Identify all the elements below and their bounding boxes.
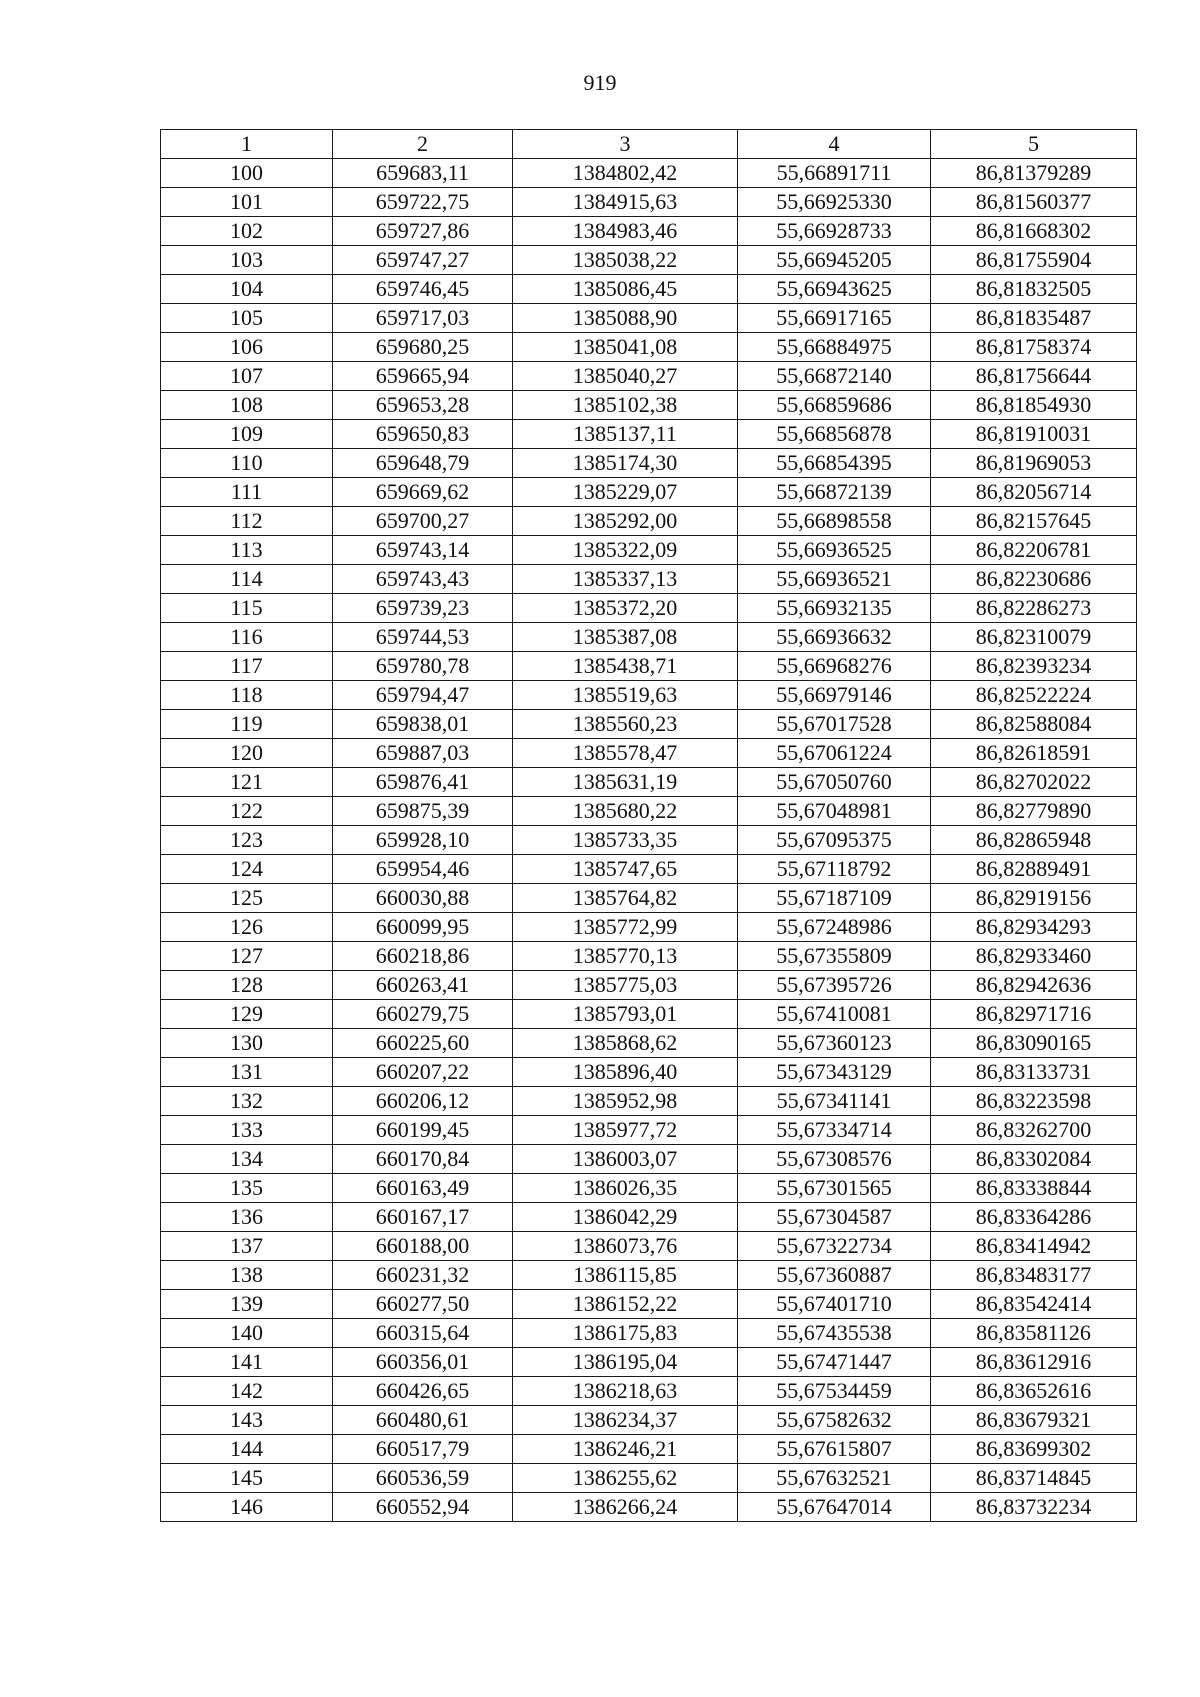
y-coordinate-cell: 1386115,85: [513, 1261, 738, 1290]
longitude-cell: 86,83542414: [931, 1290, 1137, 1319]
point-number-cell: 128: [161, 971, 333, 1000]
y-coordinate-cell: 1385292,00: [513, 507, 738, 536]
latitude-cell: 55,67061224: [738, 739, 931, 768]
y-coordinate-cell: 1385137,11: [513, 420, 738, 449]
latitude-cell: 55,66859686: [738, 391, 931, 420]
table-row: [161, 1261, 1137, 1290]
y-coordinate-cell: 1385747,65: [513, 855, 738, 884]
x-coordinate-cell: 660163,49: [333, 1174, 513, 1203]
latitude-cell: 55,67401710: [738, 1290, 931, 1319]
x-coordinate-cell: 660188,00: [333, 1232, 513, 1261]
x-coordinate-cell: 660207,22: [333, 1058, 513, 1087]
point-number-cell: 105: [161, 304, 333, 333]
x-coordinate-cell: 659722,75: [333, 188, 513, 217]
y-coordinate-cell: 1384802,42: [513, 159, 738, 188]
point-number-cell: 138: [161, 1261, 333, 1290]
y-coordinate-cell: 1386266,24: [513, 1493, 738, 1522]
longitude-cell: 86,82702022: [931, 768, 1137, 797]
y-coordinate-cell: 1384983,46: [513, 217, 738, 246]
latitude-cell: 55,66925330: [738, 188, 931, 217]
longitude-cell: 86,83581126: [931, 1319, 1137, 1348]
table-row: [161, 391, 1137, 420]
point-number-cell: 124: [161, 855, 333, 884]
x-coordinate-cell: 659887,03: [333, 739, 513, 768]
point-number-cell: 106: [161, 333, 333, 362]
x-coordinate-cell: 660199,45: [333, 1116, 513, 1145]
latitude-cell: 55,66872139: [738, 478, 931, 507]
latitude-cell: 55,67534459: [738, 1377, 931, 1406]
y-coordinate-cell: 1385952,98: [513, 1087, 738, 1116]
longitude-cell: 86,81756644: [931, 362, 1137, 391]
table-row: [161, 826, 1137, 855]
point-number-cell: 137: [161, 1232, 333, 1261]
latitude-cell: 55,66854395: [738, 449, 931, 478]
latitude-cell: 55,66884975: [738, 333, 931, 362]
latitude-cell: 55,66945205: [738, 246, 931, 275]
longitude-cell: 86,82865948: [931, 826, 1137, 855]
x-coordinate-cell: 659875,39: [333, 797, 513, 826]
x-coordinate-cell: 660030,88: [333, 884, 513, 913]
latitude-cell: 55,67308576: [738, 1145, 931, 1174]
latitude-cell: 55,67395726: [738, 971, 931, 1000]
table-row: [161, 565, 1137, 594]
longitude-cell: 86,82971716: [931, 1000, 1137, 1029]
x-coordinate-cell: 659680,25: [333, 333, 513, 362]
latitude-cell: 55,66943625: [738, 275, 931, 304]
y-coordinate-cell: 1386234,37: [513, 1406, 738, 1435]
latitude-cell: 55,66856878: [738, 420, 931, 449]
column-header: 1: [161, 130, 333, 159]
y-coordinate-cell: 1386218,63: [513, 1377, 738, 1406]
table-row: [161, 1493, 1137, 1522]
point-number-cell: 100: [161, 159, 333, 188]
y-coordinate-cell: 1385086,45: [513, 275, 738, 304]
y-coordinate-cell: 1386195,04: [513, 1348, 738, 1377]
point-number-cell: 143: [161, 1406, 333, 1435]
point-number-cell: 101: [161, 188, 333, 217]
y-coordinate-cell: 1385519,63: [513, 681, 738, 710]
x-coordinate-cell: 660517,79: [333, 1435, 513, 1464]
longitude-cell: 86,82230686: [931, 565, 1137, 594]
x-coordinate-cell: 659739,23: [333, 594, 513, 623]
point-number-cell: 107: [161, 362, 333, 391]
table-row: [161, 710, 1137, 739]
table-row: [161, 1435, 1137, 1464]
table-row: [161, 1464, 1137, 1493]
longitude-cell: 86,83338844: [931, 1174, 1137, 1203]
point-number-cell: 146: [161, 1493, 333, 1522]
table-row: [161, 884, 1137, 913]
x-coordinate-cell: 659746,45: [333, 275, 513, 304]
y-coordinate-cell: 1385680,22: [513, 797, 738, 826]
x-coordinate-cell: 660426,65: [333, 1377, 513, 1406]
y-coordinate-cell: 1385560,23: [513, 710, 738, 739]
latitude-cell: 55,67632521: [738, 1464, 931, 1493]
latitude-cell: 55,67360887: [738, 1261, 931, 1290]
table-row: [161, 1319, 1137, 1348]
y-coordinate-cell: 1386073,76: [513, 1232, 738, 1261]
point-number-cell: 121: [161, 768, 333, 797]
x-coordinate-cell: 660356,01: [333, 1348, 513, 1377]
point-number-cell: 108: [161, 391, 333, 420]
point-number-cell: 145: [161, 1464, 333, 1493]
x-coordinate-cell: 659717,03: [333, 304, 513, 333]
point-number-cell: 126: [161, 913, 333, 942]
y-coordinate-cell: 1385770,13: [513, 942, 738, 971]
x-coordinate-cell: 659727,86: [333, 217, 513, 246]
y-coordinate-cell: 1385793,01: [513, 1000, 738, 1029]
point-number-cell: 139: [161, 1290, 333, 1319]
x-coordinate-cell: 660536,59: [333, 1464, 513, 1493]
longitude-cell: 86,81758374: [931, 333, 1137, 362]
table-body: [161, 130, 1137, 1522]
x-coordinate-cell: 659669,62: [333, 478, 513, 507]
y-coordinate-cell: 1386003,07: [513, 1145, 738, 1174]
table-row: [161, 362, 1137, 391]
y-coordinate-cell: 1385038,22: [513, 246, 738, 275]
point-number-cell: 136: [161, 1203, 333, 1232]
table-row: [161, 159, 1137, 188]
y-coordinate-cell: 1385764,82: [513, 884, 738, 913]
y-coordinate-cell: 1385088,90: [513, 304, 738, 333]
point-number-cell: 116: [161, 623, 333, 652]
point-number-cell: 114: [161, 565, 333, 594]
table-row: [161, 507, 1137, 536]
point-number-cell: 131: [161, 1058, 333, 1087]
longitude-cell: 86,81969053: [931, 449, 1137, 478]
longitude-cell: 86,83302084: [931, 1145, 1137, 1174]
point-number-cell: 144: [161, 1435, 333, 1464]
longitude-cell: 86,81668302: [931, 217, 1137, 246]
longitude-cell: 86,82618591: [931, 739, 1137, 768]
point-number-cell: 102: [161, 217, 333, 246]
latitude-cell: 55,67334714: [738, 1116, 931, 1145]
point-number-cell: 112: [161, 507, 333, 536]
y-coordinate-cell: 1385372,20: [513, 594, 738, 623]
point-number-cell: 111: [161, 478, 333, 507]
table-row: [161, 1116, 1137, 1145]
x-coordinate-cell: 660170,84: [333, 1145, 513, 1174]
x-coordinate-cell: 659876,41: [333, 768, 513, 797]
table-row: [161, 797, 1137, 826]
column-header: 2: [333, 130, 513, 159]
y-coordinate-cell: 1386175,83: [513, 1319, 738, 1348]
latitude-cell: 55,67322734: [738, 1232, 931, 1261]
longitude-cell: 86,81755904: [931, 246, 1137, 275]
table-row: [161, 1058, 1137, 1087]
x-coordinate-cell: 660279,75: [333, 1000, 513, 1029]
y-coordinate-cell: 1385896,40: [513, 1058, 738, 1087]
table-row: [161, 681, 1137, 710]
y-coordinate-cell: 1385868,62: [513, 1029, 738, 1058]
point-number-cell: 120: [161, 739, 333, 768]
point-number-cell: 110: [161, 449, 333, 478]
y-coordinate-cell: 1385322,09: [513, 536, 738, 565]
latitude-cell: 55,66979146: [738, 681, 931, 710]
x-coordinate-cell: 659794,47: [333, 681, 513, 710]
latitude-cell: 55,66891711: [738, 159, 931, 188]
x-coordinate-cell: 660263,41: [333, 971, 513, 1000]
y-coordinate-cell: 1385733,35: [513, 826, 738, 855]
longitude-cell: 86,82919156: [931, 884, 1137, 913]
point-number-cell: 103: [161, 246, 333, 275]
y-coordinate-cell: 1386152,22: [513, 1290, 738, 1319]
longitude-cell: 86,82934293: [931, 913, 1137, 942]
table-row: [161, 1406, 1137, 1435]
latitude-cell: 55,66936521: [738, 565, 931, 594]
x-coordinate-cell: 659743,14: [333, 536, 513, 565]
table-row: [161, 623, 1137, 652]
point-number-cell: 118: [161, 681, 333, 710]
point-number-cell: 135: [161, 1174, 333, 1203]
table-row: [161, 1232, 1137, 1261]
latitude-cell: 55,66872140: [738, 362, 931, 391]
page-number: 919: [583, 70, 617, 95]
table-row: [161, 1174, 1137, 1203]
longitude-cell: 86,82393234: [931, 652, 1137, 681]
y-coordinate-cell: 1386042,29: [513, 1203, 738, 1232]
latitude-cell: 55,66932135: [738, 594, 931, 623]
longitude-cell: 86,83652616: [931, 1377, 1137, 1406]
point-number-cell: 132: [161, 1087, 333, 1116]
x-coordinate-cell: 659683,11: [333, 159, 513, 188]
latitude-cell: 55,67471447: [738, 1348, 931, 1377]
y-coordinate-cell: 1386255,62: [513, 1464, 738, 1493]
coordinates-table: [160, 129, 1137, 1522]
longitude-cell: 86,83732234: [931, 1493, 1137, 1522]
longitude-cell: 86,83699302: [931, 1435, 1137, 1464]
y-coordinate-cell: 1385040,27: [513, 362, 738, 391]
y-coordinate-cell: 1384915,63: [513, 188, 738, 217]
point-number-cell: 125: [161, 884, 333, 913]
latitude-cell: 55,67341141: [738, 1087, 931, 1116]
y-coordinate-cell: 1385229,07: [513, 478, 738, 507]
x-coordinate-cell: 660552,94: [333, 1493, 513, 1522]
point-number-cell: 129: [161, 1000, 333, 1029]
y-coordinate-cell: 1386026,35: [513, 1174, 738, 1203]
latitude-cell: 55,67048981: [738, 797, 931, 826]
x-coordinate-cell: 660167,17: [333, 1203, 513, 1232]
longitude-cell: 86,83133731: [931, 1058, 1137, 1087]
longitude-cell: 86,83223598: [931, 1087, 1137, 1116]
longitude-cell: 86,83612916: [931, 1348, 1137, 1377]
latitude-cell: 55,67304587: [738, 1203, 931, 1232]
latitude-cell: 55,67248986: [738, 913, 931, 942]
longitude-cell: 86,82522224: [931, 681, 1137, 710]
table-row: [161, 217, 1137, 246]
latitude-cell: 55,66968276: [738, 652, 931, 681]
table-row: [161, 1145, 1137, 1174]
longitude-cell: 86,83679321: [931, 1406, 1137, 1435]
latitude-cell: 55,66917165: [738, 304, 931, 333]
point-number-cell: 119: [161, 710, 333, 739]
point-number-cell: 140: [161, 1319, 333, 1348]
latitude-cell: 55,67615807: [738, 1435, 931, 1464]
column-header: 5: [931, 130, 1137, 159]
y-coordinate-cell: 1385977,72: [513, 1116, 738, 1145]
x-coordinate-cell: 659928,10: [333, 826, 513, 855]
longitude-cell: 86,83090165: [931, 1029, 1137, 1058]
x-coordinate-cell: 659648,79: [333, 449, 513, 478]
longitude-cell: 86,82942636: [931, 971, 1137, 1000]
longitude-cell: 86,81379289: [931, 159, 1137, 188]
x-coordinate-cell: 659954,46: [333, 855, 513, 884]
point-number-cell: 130: [161, 1029, 333, 1058]
table-row: [161, 971, 1137, 1000]
table-row: [161, 246, 1137, 275]
longitude-cell: 86,81560377: [931, 188, 1137, 217]
x-coordinate-cell: 659780,78: [333, 652, 513, 681]
latitude-cell: 55,67355809: [738, 942, 931, 971]
table-row: [161, 594, 1137, 623]
table-row: [161, 449, 1137, 478]
table-row: [161, 1087, 1137, 1116]
longitude-cell: 86,82157645: [931, 507, 1137, 536]
longitude-cell: 86,83262700: [931, 1116, 1137, 1145]
point-number-cell: 113: [161, 536, 333, 565]
x-coordinate-cell: 659743,43: [333, 565, 513, 594]
longitude-cell: 86,81835487: [931, 304, 1137, 333]
point-number-cell: 141: [161, 1348, 333, 1377]
x-coordinate-cell: 659653,28: [333, 391, 513, 420]
longitude-cell: 86,81832505: [931, 275, 1137, 304]
longitude-cell: 86,82889491: [931, 855, 1137, 884]
longitude-cell: 86,82206781: [931, 536, 1137, 565]
point-number-cell: 134: [161, 1145, 333, 1174]
latitude-cell: 55,66936525: [738, 536, 931, 565]
table-row: [161, 913, 1137, 942]
x-coordinate-cell: 660218,86: [333, 942, 513, 971]
latitude-cell: 55,67410081: [738, 1000, 931, 1029]
y-coordinate-cell: 1385775,03: [513, 971, 738, 1000]
table-row: [161, 1000, 1137, 1029]
y-coordinate-cell: 1385337,13: [513, 565, 738, 594]
y-coordinate-cell: 1385578,47: [513, 739, 738, 768]
y-coordinate-cell: 1385102,38: [513, 391, 738, 420]
longitude-cell: 86,83414942: [931, 1232, 1137, 1261]
longitude-cell: 86,81910031: [931, 420, 1137, 449]
y-coordinate-cell: 1386246,21: [513, 1435, 738, 1464]
latitude-cell: 55,67301565: [738, 1174, 931, 1203]
longitude-cell: 86,83483177: [931, 1261, 1137, 1290]
longitude-cell: 86,81854930: [931, 391, 1137, 420]
table-row: [161, 333, 1137, 362]
x-coordinate-cell: 660315,64: [333, 1319, 513, 1348]
latitude-cell: 55,66898558: [738, 507, 931, 536]
longitude-cell: 86,82310079: [931, 623, 1137, 652]
x-coordinate-cell: 659665,94: [333, 362, 513, 391]
header-row: [161, 130, 1137, 159]
table-row: [161, 420, 1137, 449]
y-coordinate-cell: 1385438,71: [513, 652, 738, 681]
table-row: [161, 1203, 1137, 1232]
x-coordinate-cell: 659747,27: [333, 246, 513, 275]
point-number-cell: 133: [161, 1116, 333, 1145]
point-number-cell: 104: [161, 275, 333, 304]
point-number-cell: 109: [161, 420, 333, 449]
table-row: [161, 1029, 1137, 1058]
longitude-cell: 86,82588084: [931, 710, 1137, 739]
latitude-cell: 55,67582632: [738, 1406, 931, 1435]
table-row: [161, 1377, 1137, 1406]
y-coordinate-cell: 1385387,08: [513, 623, 738, 652]
y-coordinate-cell: 1385772,99: [513, 913, 738, 942]
table-row: [161, 1348, 1137, 1377]
longitude-cell: 86,82933460: [931, 942, 1137, 971]
latitude-cell: 55,67017528: [738, 710, 931, 739]
latitude-cell: 55,66936632: [738, 623, 931, 652]
table-row: [161, 536, 1137, 565]
table-row: [161, 275, 1137, 304]
y-coordinate-cell: 1385631,19: [513, 768, 738, 797]
point-number-cell: 123: [161, 826, 333, 855]
table-row: [161, 739, 1137, 768]
table-row: [161, 768, 1137, 797]
x-coordinate-cell: 660231,32: [333, 1261, 513, 1290]
column-header: 4: [738, 130, 931, 159]
table-row: [161, 855, 1137, 884]
longitude-cell: 86,83714845: [931, 1464, 1137, 1493]
table-row: [161, 478, 1137, 507]
longitude-cell: 86,82286273: [931, 594, 1137, 623]
longitude-cell: 86,82056714: [931, 478, 1137, 507]
y-coordinate-cell: 1385041,08: [513, 333, 738, 362]
latitude-cell: 55,67187109: [738, 884, 931, 913]
latitude-cell: 55,67118792: [738, 855, 931, 884]
table-row: [161, 942, 1137, 971]
table-row: [161, 1290, 1137, 1319]
table-row: [161, 652, 1137, 681]
x-coordinate-cell: 660206,12: [333, 1087, 513, 1116]
latitude-cell: 55,67343129: [738, 1058, 931, 1087]
table-row: [161, 304, 1137, 333]
x-coordinate-cell: 660277,50: [333, 1290, 513, 1319]
x-coordinate-cell: 660099,95: [333, 913, 513, 942]
x-coordinate-cell: 659700,27: [333, 507, 513, 536]
latitude-cell: 55,67360123: [738, 1029, 931, 1058]
point-number-cell: 127: [161, 942, 333, 971]
table-row: [161, 188, 1137, 217]
latitude-cell: 55,67647014: [738, 1493, 931, 1522]
latitude-cell: 55,67050760: [738, 768, 931, 797]
x-coordinate-cell: 660480,61: [333, 1406, 513, 1435]
longitude-cell: 86,83364286: [931, 1203, 1137, 1232]
point-number-cell: 142: [161, 1377, 333, 1406]
y-coordinate-cell: 1385174,30: [513, 449, 738, 478]
longitude-cell: 86,82779890: [931, 797, 1137, 826]
point-number-cell: 115: [161, 594, 333, 623]
latitude-cell: 55,67095375: [738, 826, 931, 855]
point-number-cell: 122: [161, 797, 333, 826]
x-coordinate-cell: 659744,53: [333, 623, 513, 652]
column-header: 3: [513, 130, 738, 159]
latitude-cell: 55,67435538: [738, 1319, 931, 1348]
point-number-cell: 117: [161, 652, 333, 681]
latitude-cell: 55,66928733: [738, 217, 931, 246]
x-coordinate-cell: 659838,01: [333, 710, 513, 739]
x-coordinate-cell: 660225,60: [333, 1029, 513, 1058]
x-coordinate-cell: 659650,83: [333, 420, 513, 449]
